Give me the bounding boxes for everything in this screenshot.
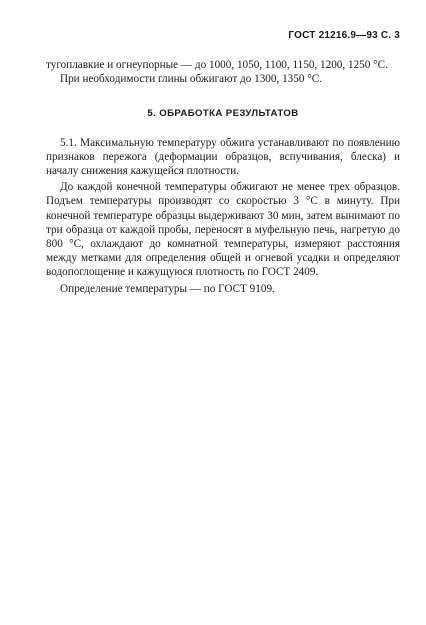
paragraph-clay-firing: При необходимости глины обжигают до 1300, 1350 °С.: [60, 73, 322, 86]
page-header-standard: ГОСТ 21216.9—93 С. 3: [288, 30, 400, 41]
document-body: [46, 58, 400, 296]
paragraph-firing-temperatures: тугоплавкие и огнеупорные — до 1000, 1050, 1100, 1150, 1200, 1250 °С.: [46, 59, 388, 71]
paragraph-5-1: 5.1. Максимальную температуру обжига устанавливают по появлению признаков пережога (деформации образцов, вспучивания, блеска) и началу снижения кажущейся плотности.: [46, 136, 400, 178]
paragraph-5-3: Определение температуры — по ГОСТ 9109.: [60, 282, 275, 295]
section-title: 5. ОБРАБОТКА РЕЗУЛЬТАТОВ: [147, 108, 299, 120]
paragraph-5-2: До каждой конечной температуры обжигают не менее трех образцов. Подъем температуры производят со скоростью 3 °С в минуту. При конечной температуре образцы выдерживают 30 мин, затем вынимают по три образца от каждой пробы, переносят в муфельную печь, нагретую до 800 °С, охлаждают до комнатной температуры, измеряют расстояния между метками для определения общей и огневой усадки и определяют водопоглощение и кажущуюся плотность по ГОСТ 2409.: [46, 181, 400, 279]
